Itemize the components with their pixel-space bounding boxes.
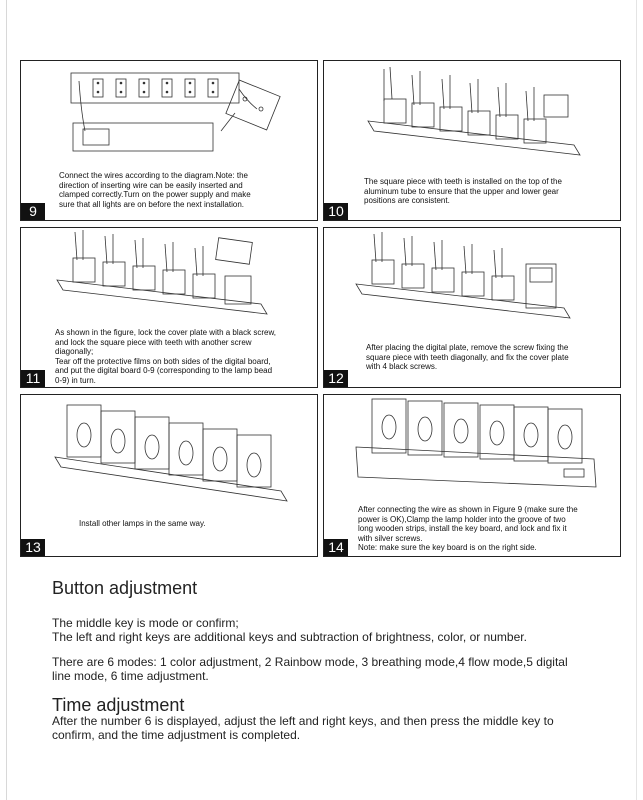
time-adjustment-para: After the number 6 is displayed, adjust the left and right keys, and then press the middle key to confirm, and the time adjustment is completed.: [52, 714, 554, 742]
time-adjustment-heading: Time adjustment: [52, 695, 185, 715]
instruction-grid: [20, 60, 621, 557]
step-11-number: 11: [21, 370, 45, 387]
step-9-number: 9: [21, 203, 45, 220]
step-12-caption: After placing the digital plate, remove the screw fixing the square piece with teeth diagonally, and fix the cover plate with 4 black screws.: [366, 343, 569, 371]
button-adjustment-para-1: The middle key is mode or confirm; The left and right keys are additional keys and subtraction of brightness, color, or number.: [52, 616, 527, 644]
step-9-panel: [20, 60, 318, 221]
step-12-panel: [323, 227, 621, 388]
button-adjustment-para-2: There are 6 modes: 1 color adjustment, 2 Rainbow mode, 3 breathing mode,4 flow mode,5 digital line mode, 6 time adjustment.: [52, 655, 568, 683]
step-12-number: 12: [324, 370, 348, 387]
lamps-installed-illustration: [21, 395, 318, 557]
step-14-caption: After connecting the wire as shown in Figure 9 (make sure the power is OK),Clamp the lamp holder into the groove of two long wooden strips, install the key board, and lock and fix it with silver screws. Note: make sure the key board is on the right side.: [358, 505, 578, 552]
button-adjustment-heading: Button adjustment: [52, 578, 198, 598]
step-10-caption: The square piece with teeth is installed on the top of the aluminum tube to ensure that the upper and lower gear positions are consistent.: [364, 177, 562, 205]
step-11-panel: [20, 227, 318, 388]
step-13-number: 13: [21, 539, 45, 556]
step-14-panel: [323, 394, 621, 557]
step-14-number: 14: [324, 539, 348, 556]
step-11-caption: As shown in the figure, lock the cover plate with a black screw, and lock the square piece with teeth with another screw diagonally; Tear off the protective films on both sides of the digital board, and put the digital board 0-9 (corresponding to the lamp bead 0-9) in turn.: [55, 328, 276, 385]
step-10-panel: [323, 60, 621, 221]
step-10-number: 10: [324, 203, 348, 220]
step-9-caption: Connect the wires according to the diagram.Note: the direction of inserting wire can be easily inserted and clamped correctly.Turn on the power supply and make sure that all lights are on before the next installation.: [59, 171, 251, 209]
step-13-panel: [20, 394, 318, 557]
step-13-caption: Install other lamps in the same way.: [79, 519, 206, 528]
